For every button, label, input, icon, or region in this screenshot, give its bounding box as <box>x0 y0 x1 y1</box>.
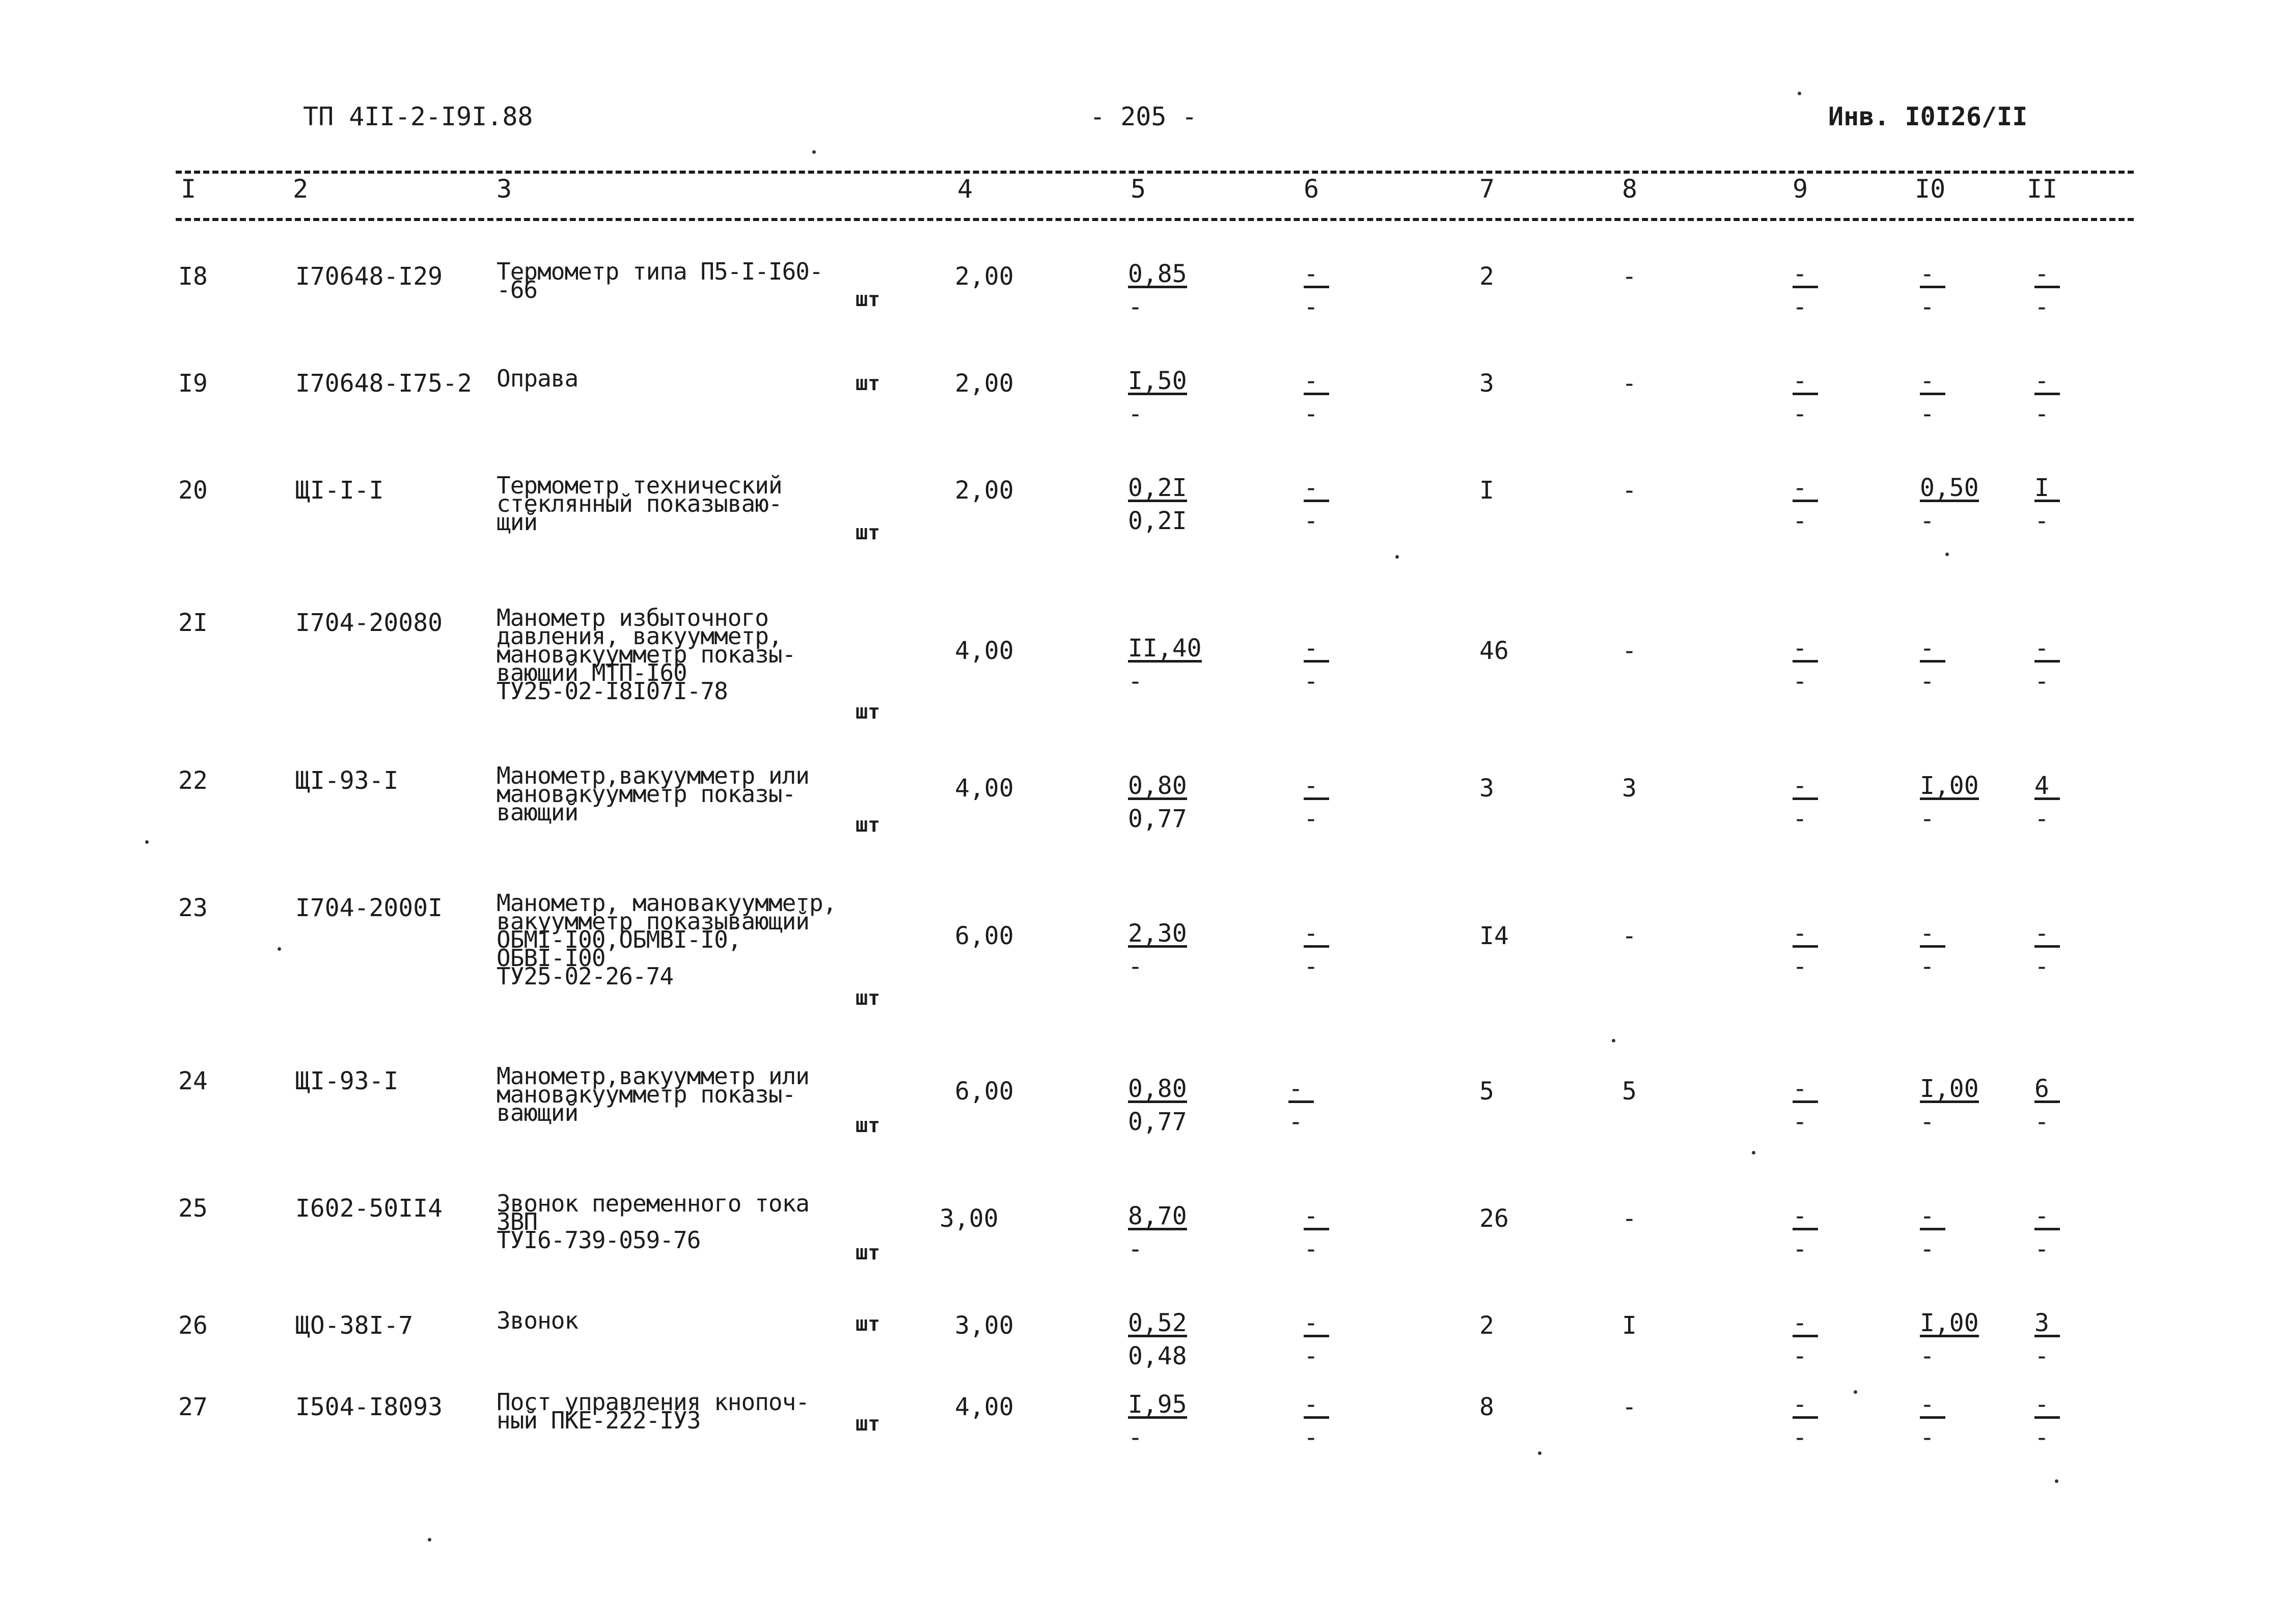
scan-speck <box>145 840 149 844</box>
col9-top: - <box>1793 1393 1818 1419</box>
col11-bottom: - <box>2034 1108 2049 1136</box>
row-code: ЩI-93-I <box>295 1067 399 1095</box>
col6-bottom: - <box>1304 1423 1318 1452</box>
row-col5 <box>1128 1077 1209 1134</box>
row-col11 <box>2034 369 2116 426</box>
col9-top: - <box>1793 1204 1818 1230</box>
row-col8: - <box>1622 1393 1637 1421</box>
table-header-rule <box>176 218 2134 221</box>
col5-top: 0,80 <box>1128 772 1187 800</box>
row-number: 2I <box>178 609 208 637</box>
col5-bottom: - <box>1128 1423 1143 1452</box>
row-col10 <box>1920 774 2001 831</box>
row-unit: шт <box>856 521 880 544</box>
row-qty: 6,00 <box>955 922 1014 950</box>
row-number: 25 <box>178 1194 208 1223</box>
row-col5 <box>1128 919 1209 981</box>
col6-top: - <box>1304 369 1329 395</box>
col9-top: - <box>1793 637 1818 663</box>
row-col11 <box>2034 1204 2116 1261</box>
row-qty: 2,00 <box>955 369 1014 398</box>
col10-bottom: - <box>1920 805 1935 833</box>
col11-bottom: - <box>2034 1423 2049 1452</box>
row-name: Манометр избыточного давления, вакуумметр, мановакуумметр показы- вающий МТП-I60 ТУ25-02-I8I07I-78 <box>497 604 796 705</box>
row-col11 <box>2034 262 2116 319</box>
row-name: Пост управления кнопоч- ный ПКЕ-222-IУ3 <box>497 1388 809 1434</box>
row-col6 <box>1304 369 1385 426</box>
inventory-number: Инв. I0I26/II <box>1828 102 2028 131</box>
row-col6 <box>1304 919 1385 981</box>
row-qty: 4,00 <box>955 774 1014 803</box>
col5-top: I,95 <box>1128 1390 1187 1419</box>
col-header-8: 8 <box>1622 174 1638 204</box>
row-col10 <box>1920 476 2001 533</box>
col5-bottom: - <box>1128 400 1143 428</box>
row-col7: 2 <box>1479 262 1494 291</box>
row-qty: 6,00 <box>955 1077 1014 1106</box>
scan-speck <box>1752 1151 1755 1154</box>
col9-top: - <box>1793 476 1818 502</box>
row-name: Термометр технический стеклянный показываю- щий <box>497 472 782 536</box>
col9-bottom: - <box>1793 1108 1807 1136</box>
col6-bottom: - <box>1304 805 1318 833</box>
col-header-1: I <box>181 174 197 204</box>
row-col10 <box>1920 919 2001 981</box>
row-col5 <box>1128 262 1209 319</box>
col5-bottom: - <box>1128 1235 1143 1263</box>
col11-top: - <box>2034 262 2060 288</box>
row-unit: шт <box>856 1412 880 1436</box>
row-col6 <box>1304 774 1385 831</box>
col11-bottom: - <box>2034 1342 2049 1370</box>
row-unit: шт <box>856 700 880 724</box>
row-unit: шт <box>856 1241 880 1264</box>
col6-bottom: - <box>1304 952 1318 981</box>
col9-top: - <box>1793 1077 1818 1103</box>
row-col11 <box>2034 1311 2116 1368</box>
scan-speck <box>1395 555 1399 559</box>
scan-speck <box>1854 1390 1857 1394</box>
col6-bottom: - <box>1304 1342 1318 1370</box>
row-number: 24 <box>178 1067 208 1095</box>
row-qty: 3,00 <box>955 1311 1014 1340</box>
row-col6 <box>1304 262 1385 319</box>
col6-top: - <box>1304 774 1329 800</box>
col5-top: 0,80 <box>1128 1075 1187 1103</box>
col6-bottom: - <box>1304 1235 1318 1263</box>
row-col9 <box>1793 634 1874 696</box>
row-col7: 3 <box>1479 774 1494 803</box>
scan-speck <box>428 1538 431 1542</box>
col6-bottom: - <box>1288 1108 1303 1136</box>
col-header-11: II <box>2027 174 2058 204</box>
row-col8: - <box>1622 637 1637 665</box>
col10-top: 0,50 <box>1920 474 1979 502</box>
col11-top: 4 <box>2034 774 2060 800</box>
row-code: ЩI-I-I <box>295 476 384 505</box>
col5-top: 0,85 <box>1128 260 1187 288</box>
row-name: Звонок переменного тока ЗВП ТУI6-739-059-76 <box>497 1190 809 1254</box>
row-col8: - <box>1622 922 1637 950</box>
col11-top: 6 <box>2034 1077 2060 1103</box>
col9-bottom: - <box>1793 1235 1807 1263</box>
col10-top: I,00 <box>1920 1309 1979 1337</box>
col-header-7: 7 <box>1479 174 1495 204</box>
col10-top: - <box>1920 1204 1945 1230</box>
row-col5 <box>1128 1204 1209 1261</box>
col9-top: - <box>1793 922 1818 948</box>
col6-top: - <box>1304 1311 1329 1337</box>
document-code: ТП 4II-2-I9I.88 <box>303 102 533 131</box>
scan-speck <box>1538 1451 1541 1455</box>
col9-bottom: - <box>1793 1342 1807 1370</box>
row-code: I70648-I29 <box>295 262 443 291</box>
col9-bottom: - <box>1793 952 1807 981</box>
col6-top: - <box>1304 262 1329 288</box>
row-col10 <box>1920 262 2001 319</box>
row-col8: - <box>1622 262 1637 291</box>
row-col11 <box>2034 1077 2116 1134</box>
row-name: Звонок <box>497 1307 579 1334</box>
col11-bottom: - <box>2034 952 2049 981</box>
col5-bottom: - <box>1128 667 1143 696</box>
row-name: Манометр,вакуумметр или мановакуумметр показы- вающий <box>497 762 809 826</box>
col10-top: - <box>1920 262 1945 288</box>
row-col10 <box>1920 1311 2001 1368</box>
row-unit: шт <box>856 372 880 395</box>
col10-top: - <box>1920 922 1945 948</box>
col9-bottom: - <box>1793 507 1807 535</box>
row-unit: шт <box>856 986 880 1010</box>
row-code: ЩI-93-I <box>295 766 399 795</box>
row-col7: 2 <box>1479 1311 1494 1340</box>
row-col6 <box>1304 1390 1385 1452</box>
row-col8: I <box>1622 1311 1637 1340</box>
col11-bottom: - <box>2034 400 2049 428</box>
col9-bottom: - <box>1793 667 1807 696</box>
col-header-6: 6 <box>1304 174 1319 204</box>
col5-top: 0,2I <box>1128 474 1187 502</box>
col5-bottom: - <box>1128 293 1143 321</box>
col6-top: - <box>1304 1393 1329 1419</box>
row-col8: 3 <box>1622 774 1637 803</box>
row-qty: 2,00 <box>955 262 1014 291</box>
row-code: I704-20080 <box>295 609 443 637</box>
col-header-10: I0 <box>1915 174 1946 204</box>
row-col6 <box>1304 634 1385 696</box>
col9-top: - <box>1793 369 1818 395</box>
col10-top: - <box>1920 1393 1945 1419</box>
row-number: 26 <box>178 1311 208 1340</box>
row-col5 <box>1128 1311 1209 1368</box>
row-code: I704-2000I <box>295 894 443 922</box>
row-col11 <box>2034 774 2116 831</box>
col10-bottom: - <box>1920 667 1935 696</box>
col6-top: - <box>1304 476 1329 502</box>
row-number: 23 <box>178 894 208 922</box>
col5-top: II,40 <box>1128 634 1202 663</box>
scan-speck <box>1612 1039 1615 1042</box>
row-col9 <box>1793 774 1874 831</box>
col9-bottom: - <box>1793 1423 1807 1452</box>
col11-top: - <box>2034 369 2060 395</box>
row-unit: шт <box>856 288 880 311</box>
col6-top: - <box>1304 637 1329 663</box>
row-col6 <box>1304 1311 1385 1368</box>
col6-top: - <box>1288 1077 1314 1103</box>
row-col11 <box>2034 476 2116 533</box>
col11-top: - <box>2034 637 2060 663</box>
col5-top: 8,70 <box>1128 1202 1187 1230</box>
scan-speck <box>1945 553 1949 556</box>
row-number: I8 <box>178 262 208 291</box>
row-number: 20 <box>178 476 208 505</box>
row-number: 27 <box>178 1393 208 1421</box>
row-code: ЩО-38I-7 <box>295 1311 414 1340</box>
row-col9 <box>1793 919 1874 981</box>
row-code: I70648-I75-2 <box>295 369 472 398</box>
col6-bottom: - <box>1304 400 1318 428</box>
col10-bottom: - <box>1920 400 1935 428</box>
page-number: - 205 - <box>1090 102 1197 131</box>
col5-bottom: 0,77 <box>1128 805 1187 833</box>
row-col10 <box>1920 369 2001 426</box>
col-header-3: 3 <box>497 174 512 204</box>
row-name: Манометр,вакуумметр или мановакуумметр показы- вающий <box>497 1062 809 1126</box>
table-top-rule <box>176 171 2134 174</box>
col6-top: - <box>1304 922 1329 948</box>
row-col10 <box>1920 1077 2001 1134</box>
row-col5 <box>1128 476 1209 533</box>
col9-bottom: - <box>1793 805 1807 833</box>
col5-bottom: 0,77 <box>1128 1108 1187 1136</box>
row-col9 <box>1793 1077 1874 1134</box>
col10-bottom: - <box>1920 293 1935 321</box>
col9-bottom: - <box>1793 400 1807 428</box>
col5-top: 0,52 <box>1128 1309 1187 1337</box>
col10-top: I,00 <box>1920 1075 1979 1103</box>
col5-bottom: 0,2I <box>1128 507 1187 535</box>
row-col8: - <box>1622 476 1637 505</box>
col10-bottom: - <box>1920 1342 1935 1370</box>
row-col8: 5 <box>1622 1077 1637 1106</box>
row-col7: 46 <box>1479 637 1509 665</box>
row-qty: 2,00 <box>955 476 1014 505</box>
row-qty: 4,00 <box>955 1393 1014 1421</box>
row-col9 <box>1793 1311 1874 1368</box>
row-unit: шт <box>856 1114 880 1137</box>
col10-top: I,00 <box>1920 772 1979 800</box>
col5-top: 2,30 <box>1128 919 1187 948</box>
col9-top: - <box>1793 262 1818 288</box>
row-col7: 5 <box>1479 1077 1494 1106</box>
col11-bottom: - <box>2034 293 2049 321</box>
row-col11 <box>2034 1390 2116 1452</box>
scan-speck <box>278 947 281 951</box>
col11-top: I <box>2034 476 2060 502</box>
row-code: I602-50II4 <box>295 1194 443 1223</box>
col9-top: - <box>1793 1311 1818 1337</box>
col5-bottom: - <box>1128 952 1143 981</box>
row-qty: 4,00 <box>955 637 1014 665</box>
row-col5 <box>1128 1390 1209 1452</box>
row-col7: I4 <box>1479 922 1509 950</box>
row-number: I9 <box>178 369 208 398</box>
col11-top: - <box>2034 1393 2060 1419</box>
row-col10 <box>1920 1204 2001 1261</box>
row-col9 <box>1793 476 1874 533</box>
row-col5 <box>1128 774 1209 831</box>
row-col5 <box>1128 369 1209 426</box>
col6-top: - <box>1304 1204 1329 1230</box>
row-col8: - <box>1622 1204 1637 1233</box>
row-col7: 26 <box>1479 1204 1509 1233</box>
row-col7: 8 <box>1479 1393 1494 1421</box>
row-col6 <box>1304 1204 1385 1261</box>
col6-bottom: - <box>1304 507 1318 535</box>
col5-bottom: 0,48 <box>1128 1342 1187 1370</box>
col5-top: I,50 <box>1128 367 1187 395</box>
row-col11 <box>2034 919 2116 981</box>
row-col10 <box>1920 634 2001 696</box>
row-col11 <box>2034 634 2116 696</box>
row-name: Оправа <box>497 365 579 392</box>
row-col9 <box>1793 1204 1874 1261</box>
row-name: Манометр, мановакуумметр, вакуумметр показывающий ОБМI-I00,ОБМВI-I0, ОБВI-I00 ТУ25-02-26-74 <box>497 889 837 990</box>
col10-bottom: - <box>1920 1108 1935 1136</box>
col-header-9: 9 <box>1793 174 1808 204</box>
col9-top: - <box>1793 774 1818 800</box>
row-col5 <box>1128 634 1209 696</box>
row-number: 22 <box>178 766 208 795</box>
row-col8: - <box>1622 369 1637 398</box>
col-header-4: 4 <box>957 174 973 204</box>
col10-top: - <box>1920 637 1945 663</box>
col11-bottom: - <box>2034 805 2049 833</box>
col10-bottom: - <box>1920 507 1935 535</box>
row-col9 <box>1793 369 1874 426</box>
col10-bottom: - <box>1920 1235 1935 1263</box>
col10-bottom: - <box>1920 952 1935 981</box>
row-col7: I <box>1479 476 1494 505</box>
col-header-2: 2 <box>293 174 309 204</box>
col6-bottom: - <box>1304 667 1318 696</box>
row-unit: шт <box>856 1312 880 1336</box>
col11-bottom: - <box>2034 507 2049 535</box>
col10-top: - <box>1920 369 1945 395</box>
scan-speck <box>2055 1479 2058 1483</box>
row-col10 <box>1920 1390 2001 1452</box>
row-unit: шт <box>856 813 880 837</box>
col11-bottom: - <box>2034 667 2049 696</box>
row-name: Термометр типа П5-I-I60- -66 <box>497 258 823 304</box>
col-header-5: 5 <box>1131 174 1146 204</box>
col9-bottom: - <box>1793 293 1807 321</box>
col6-bottom: - <box>1304 293 1318 321</box>
col11-top: - <box>2034 1204 2060 1230</box>
scan-speck <box>812 150 816 154</box>
table-column-headers <box>0 174 2285 210</box>
row-col7: 3 <box>1479 369 1494 398</box>
scan-speck <box>1798 92 1801 95</box>
row-col9 <box>1793 1390 1874 1452</box>
col11-top: - <box>2034 922 2060 948</box>
row-col6 <box>1304 476 1385 533</box>
row-col6 <box>1288 1077 1370 1134</box>
row-code: I504-I8093 <box>295 1393 443 1421</box>
row-col9 <box>1793 262 1874 319</box>
row-qty: 3,00 <box>940 1204 999 1233</box>
col10-bottom: - <box>1920 1423 1935 1452</box>
col11-bottom: - <box>2034 1235 2049 1263</box>
col11-top: 3 <box>2034 1311 2060 1337</box>
